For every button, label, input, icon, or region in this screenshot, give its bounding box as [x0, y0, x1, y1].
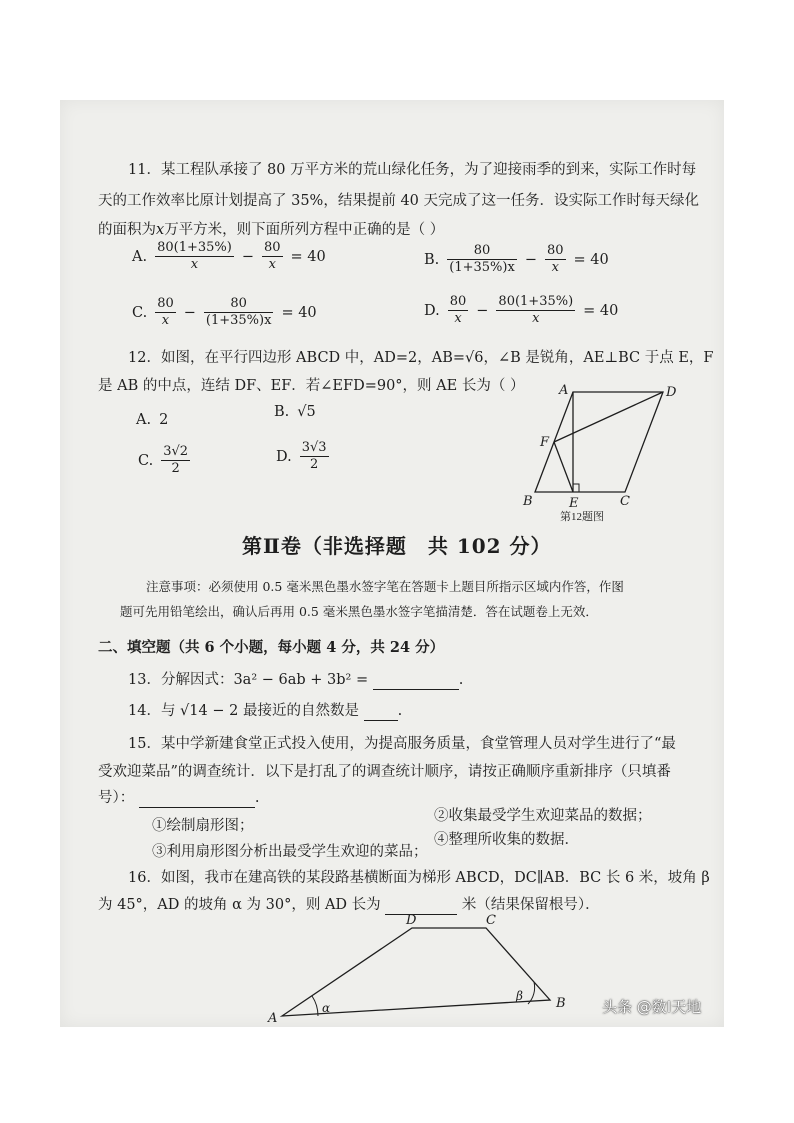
q16-line2: 为 45°，AD 的坡角 α 为 30°，则 AD 长为 米（结果保留根号）．	[98, 897, 600, 913]
q12-option-a[interactable]: A. 2	[136, 412, 169, 428]
q14-answer-blank[interactable]	[364, 704, 398, 721]
q15-line2: 受欢迎菜品”的调查统计．以下是打乱了的调查统计顺序，请按正确顺序重新排序（只填番	[98, 764, 671, 780]
label-alpha: α	[322, 1001, 331, 1015]
q14: 14．与 √14 − 2 最接近的自然数是 .	[128, 703, 403, 719]
q11-option-a[interactable]: A. $\frac{80(1+35\%)}{x}$ − $\frac{80}{x}$ = 40	[132, 240, 326, 272]
label-b: B	[523, 494, 533, 509]
q12-line1: 12．如图，在平行四边形 ABCD 中，AD=2，AB=√6，∠B 是锐角，AE⊥BC 于点 E，F	[128, 350, 714, 366]
q11-line2: 天的工作效率比原计划提高了 35%，结果提前 40 天完成了这一任务．设实际工作时每天绿化	[98, 193, 700, 209]
label-f: F	[540, 435, 550, 450]
q11-option-b[interactable]: B. $\frac{80}{(1+35\%)x}$ − $\frac{80}{x}$ = 40	[424, 243, 609, 275]
q11-option-c[interactable]: C. $\frac{80}{x}$ − $\frac{80}{(1+35\%)x}$ = 40	[132, 296, 317, 328]
label-a: A	[559, 383, 569, 398]
q12-option-c[interactable]: C. $\frac{3√2}{2}$	[138, 444, 189, 476]
q11-line1: 11．某工程队承接了 80 万平方米的荒山绿化任务，为了迎接雨季的到来，实际工作时每	[128, 162, 697, 178]
q15-line3: 号）： .	[98, 790, 260, 806]
q15-item-1: ①绘制扇形图；	[152, 818, 254, 834]
q12-option-b[interactable]: B. √5	[274, 404, 316, 420]
q15-item-3: ③利用扇形图分析出最受学生欢迎的菜品；	[152, 844, 428, 860]
q15-item-4: ④整理所收集的数据．	[434, 832, 579, 848]
q11-line3: 的面积为x万平方米，则下面所列方程中正确的是（ ）	[98, 222, 445, 238]
watermark: 头条 @数I天地	[602, 998, 702, 1016]
q11-option-d[interactable]: D. $\frac{80}{x}$ − $\frac{80(1+35\%)}{x}$ = 40	[424, 294, 619, 326]
segment-fe	[554, 442, 573, 492]
q13: 13．分解因式：3a² − 6ab + 3b² = .	[128, 672, 464, 688]
q12-figure	[515, 380, 690, 525]
label-c: C	[486, 913, 496, 928]
angle-alpha-arc	[312, 996, 318, 1016]
note-line2: 题可先用铅笔绘出，确认后再用 0.5 毫米黑色墨水签字笔描清楚．答在试题卷上无效．	[120, 604, 598, 619]
q16-figure	[260, 912, 570, 1024]
note-line1: 注意事项：必须使用 0.5 毫米黑色墨水签字笔在答题卡上题目所指示区域内作答，作图	[146, 579, 624, 594]
q15-line1: 15．某中学新建食堂正式投入使用，为提高服务质量，食堂管理人员对学生进行了“最	[128, 736, 676, 752]
label-e: E	[569, 496, 579, 511]
q12-line2: 是 AB 的中点，连结 DF、EF．若∠EFD=90°，则 AE 长为（ ）	[98, 378, 525, 394]
section-2-title: 第Ⅱ卷（非选择题 共 102 分）	[242, 534, 552, 558]
label-b: B	[556, 996, 566, 1011]
q13-answer-blank[interactable]	[373, 673, 459, 690]
label-a: A	[268, 1011, 278, 1024]
label-beta: β	[516, 989, 523, 1003]
q12-option-d[interactable]: D. $\frac{3√3}{2}$	[276, 440, 327, 472]
q15-answer-blank[interactable]	[139, 791, 255, 808]
figure-12-caption: 第12题图	[560, 511, 604, 523]
label-d: D	[406, 913, 417, 928]
q16-line1: 16．如图，我市在建高铁的某段路基横断面为梯形 ABCD，DC∥AB．BC 长 6 米，坡角 β	[128, 870, 710, 886]
label-c: C	[620, 494, 630, 509]
exam-paper	[60, 100, 724, 1027]
q15-item-2: ②收集最受学生欢迎菜品的数据；	[434, 808, 652, 824]
label-d: D	[666, 385, 677, 400]
fill-in-heading: 二、填空题（共 6 个小题，每小题 4 分，共 24 分）	[98, 639, 445, 656]
